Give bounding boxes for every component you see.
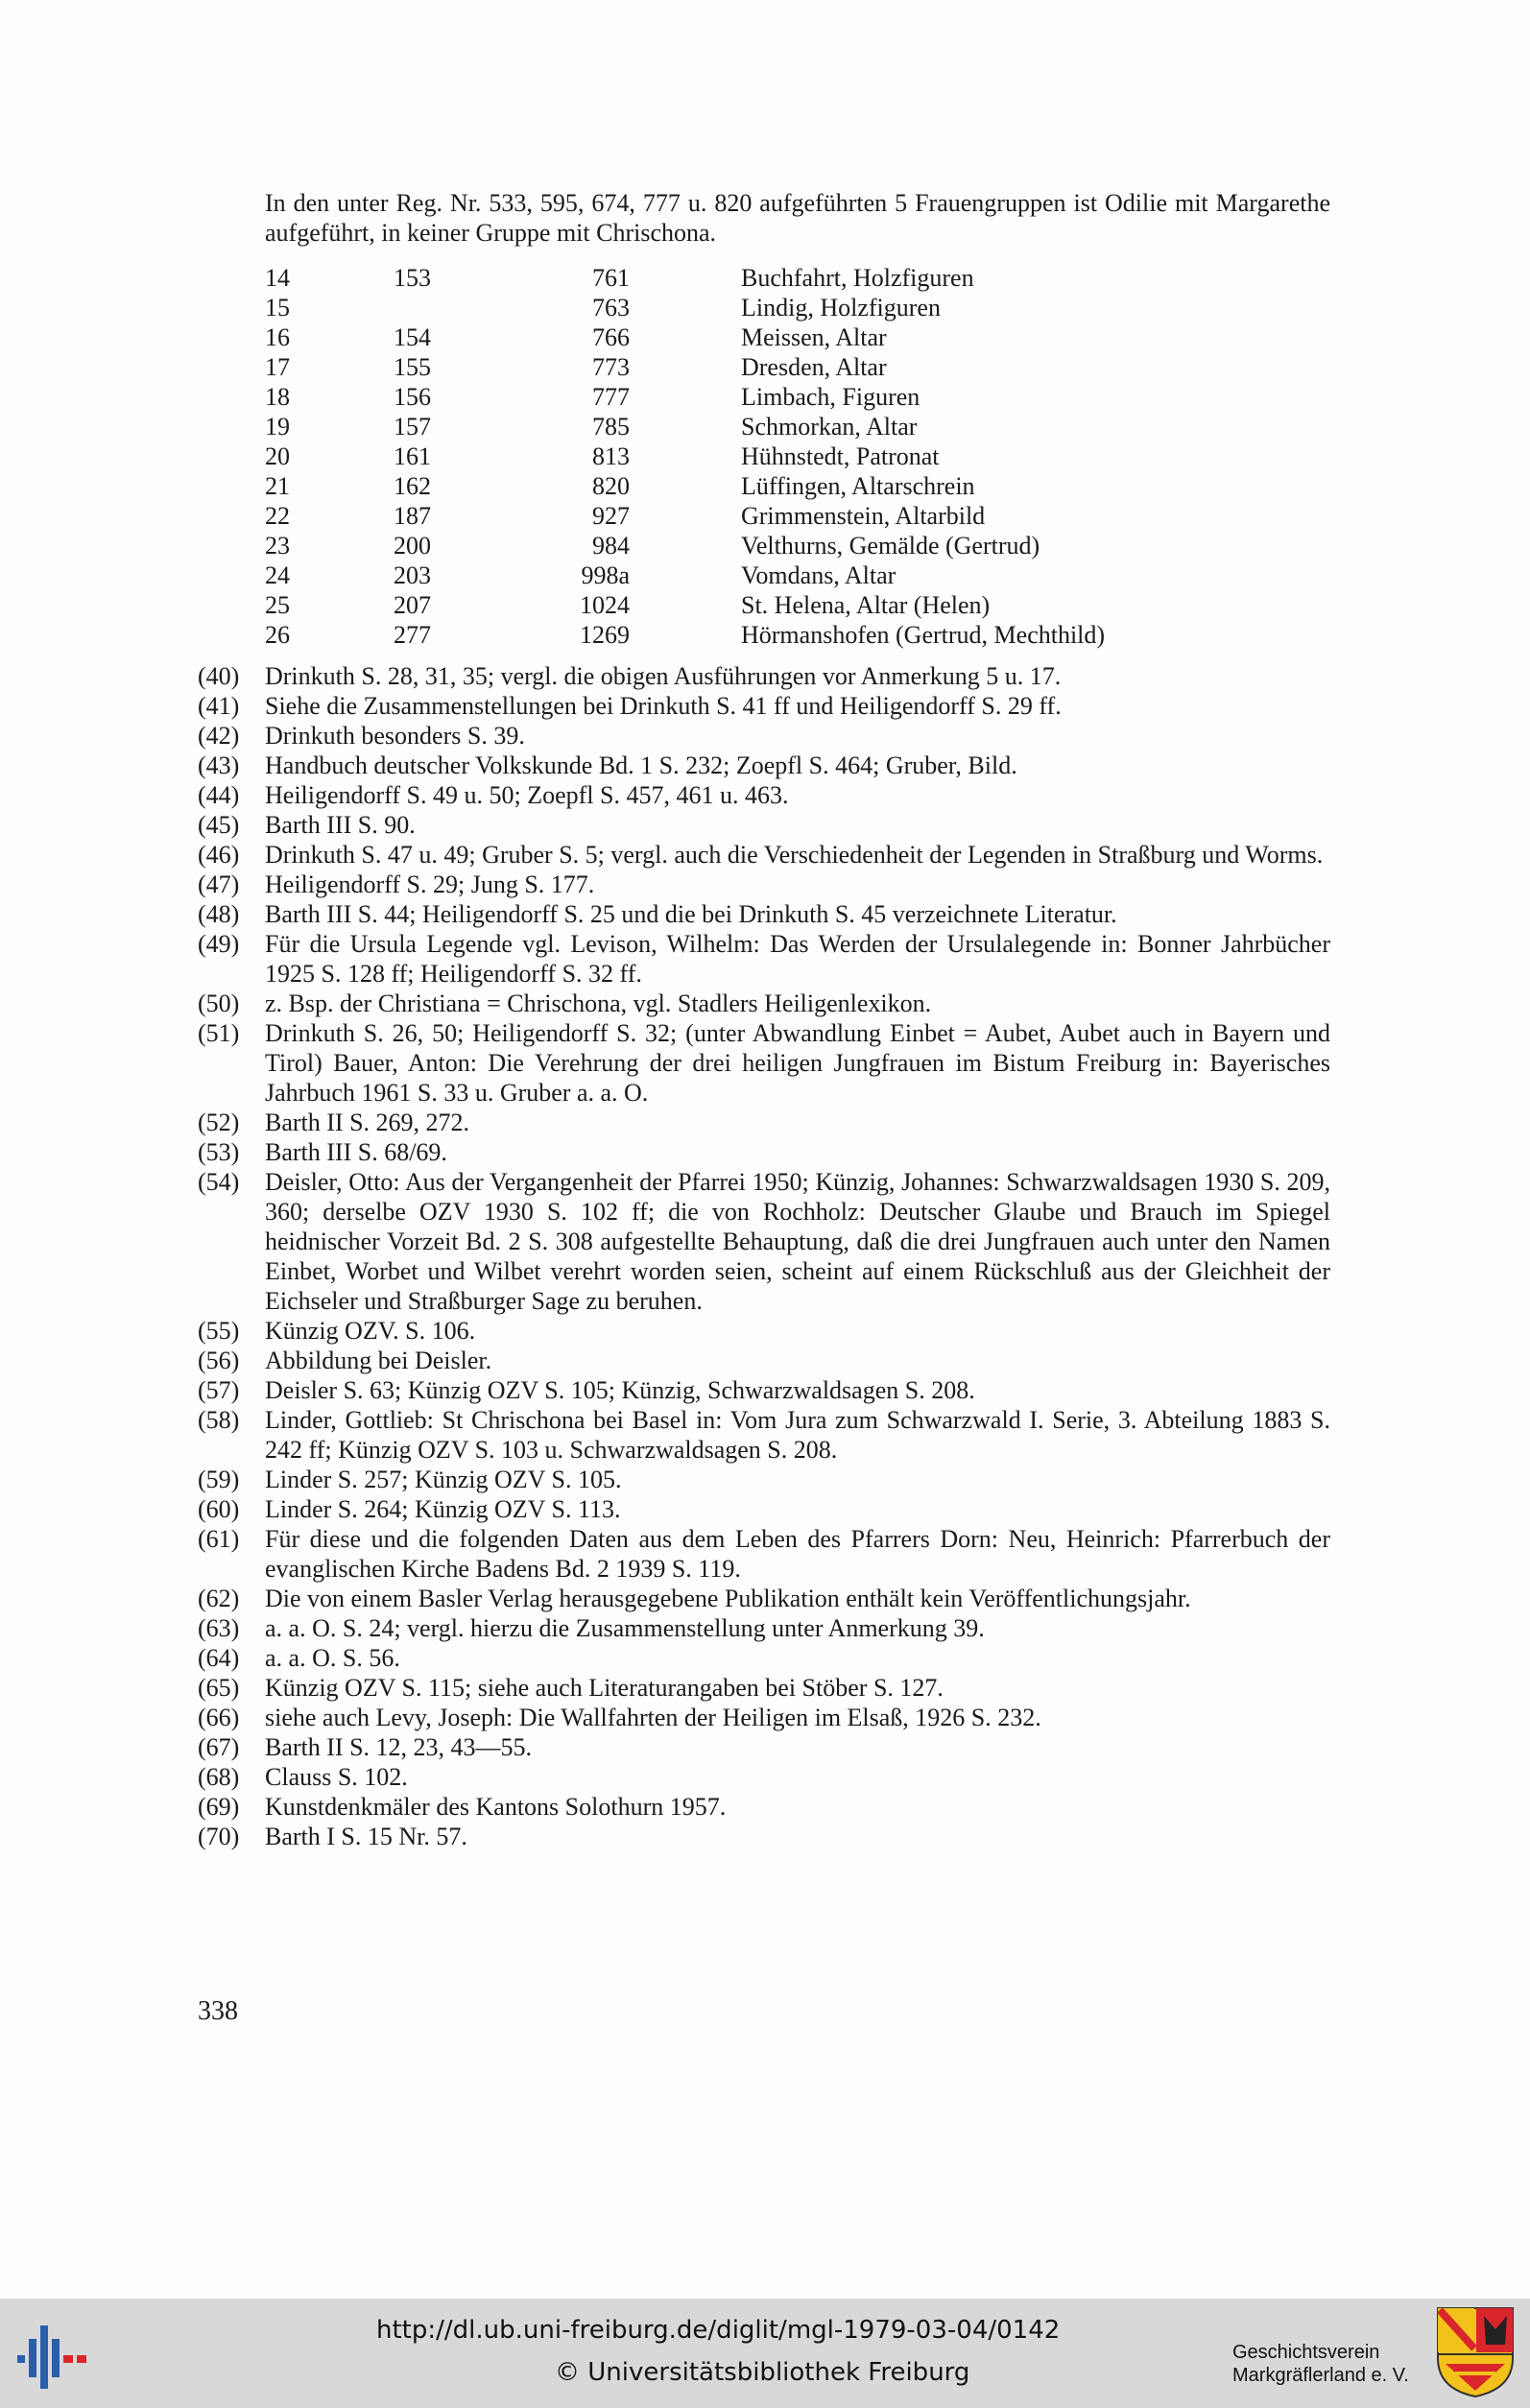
- footnote: [198, 1018, 1330, 1108]
- footnote-number: (48): [198, 900, 240, 928]
- row-index: 26: [265, 621, 290, 649]
- register-number-b: 785: [592, 413, 630, 441]
- footnote: [198, 1643, 1330, 1673]
- footnote: [198, 721, 1330, 751]
- permalink-url[interactable]: http://dl.ub.uni-freiburg.de/diglit/mgl-1979-03-04/0142: [376, 2316, 1061, 2345]
- footnote-text: Linder S. 257; Künzig OZV S. 105.: [265, 1466, 622, 1493]
- footnote-text: Drinkuth S. 28, 31, 35; vergl. die obigen Ausführungen vor Anmerkung 5 u. 17.: [265, 662, 1062, 690]
- footnote-number: (43): [198, 751, 240, 779]
- footnote-number: (61): [198, 1525, 240, 1553]
- footnote: [198, 1108, 1330, 1137]
- footnote: [198, 929, 1330, 989]
- row-index: 24: [265, 561, 290, 589]
- row-index: 17: [265, 353, 290, 381]
- table-row: [265, 441, 1225, 471]
- footnote-text: z. Bsp. der Christiana = Chrischona, vgl. Stadlers Heiligenlexikon.: [265, 989, 932, 1017]
- table-row: [265, 501, 1225, 531]
- register-number-a: 207: [394, 591, 431, 619]
- footnote: [198, 751, 1330, 780]
- register-number-a: 277: [394, 621, 431, 649]
- footnote-number: (70): [198, 1823, 240, 1850]
- page-number: 338: [198, 1996, 238, 2026]
- footnote-text: Drinkuth S. 26, 50; Heiligendorff S. 32; (unter Abwandlung Einbet = Aubet, Aubet auch in Bayern und Tirol) Bauer, Anton: Die Verehrung der drei heiligen Jungfrauen im Bistum Freiburg in: Bayerisches Jahrbuch 1961 S. 33 u. Gruber a. a. O.: [265, 1019, 1330, 1107]
- footnote: [198, 810, 1330, 840]
- register-number-a: 203: [394, 561, 431, 589]
- table-row: [265, 352, 1225, 382]
- footnote-text: Barth III S. 90.: [265, 811, 416, 839]
- register-number-b: 927: [592, 502, 630, 530]
- footnote-number: (47): [198, 870, 240, 898]
- row-description: Vomdans, Altar: [741, 561, 896, 589]
- footnote-number: (45): [198, 811, 240, 839]
- footnote-number: (57): [198, 1376, 240, 1404]
- row-description: Hühnstedt, Patronat: [741, 442, 940, 470]
- row-description: Velthurns, Gemälde (Gertrud): [741, 532, 1040, 560]
- row-index: 16: [265, 323, 290, 351]
- ub-freiburg-logo-icon[interactable]: [17, 2324, 96, 2389]
- footnote-number: (53): [198, 1138, 240, 1166]
- footnote-text: a. a. O. S. 56.: [265, 1644, 400, 1672]
- footnote-text: Barth II S. 269, 272.: [265, 1109, 470, 1136]
- footnote-text: Handbuch deutscher Volkskunde Bd. 1 S. 232; Zoepfl S. 464; Gruber, Bild.: [265, 751, 1017, 779]
- footnote-text: Heiligendorff S. 49 u. 50; Zoepfl S. 457, 461 u. 463.: [265, 781, 789, 809]
- table-row: [265, 263, 1225, 293]
- footnote-number: (50): [198, 989, 240, 1017]
- register-number-a: 161: [394, 442, 431, 470]
- table-row: [265, 382, 1225, 412]
- footnote-text: a. a. O. S. 24; vergl. hierzu die Zusammenstellung unter Anmerkung 39.: [265, 1614, 985, 1642]
- register-number-a: 157: [394, 413, 431, 441]
- footnote: [198, 840, 1330, 870]
- footnote-text: Künzig OZV S. 115; siehe auch Literaturangaben bei Stöber S. 127.: [265, 1674, 944, 1702]
- footnote-number: (46): [198, 841, 240, 869]
- footnote-number: (68): [198, 1763, 240, 1791]
- register-number-b: 761: [592, 264, 630, 292]
- footnote-number: (56): [198, 1347, 240, 1374]
- footnote-number: (60): [198, 1495, 240, 1523]
- footnote: [198, 1732, 1330, 1762]
- footnote: [198, 1762, 1330, 1792]
- row-description: Limbach, Figuren: [741, 383, 920, 411]
- register-number-b: 820: [592, 472, 630, 500]
- footnote-text: Heiligendorff S. 29; Jung S. 177.: [265, 870, 595, 898]
- footnote-number: (44): [198, 781, 240, 809]
- footnote-text: Abbildung bei Deisler.: [265, 1347, 492, 1374]
- footnote: [198, 1346, 1330, 1375]
- footnote-text: Drinkuth S. 47 u. 49; Gruber S. 5; vergl. auch die Verschiedenheit der Legenden in Straßburg und Worms.: [265, 841, 1324, 869]
- table-row: [265, 560, 1225, 590]
- footnote-text: Für diese und die folgenden Daten aus dem Leben des Pfarrers Dorn: Neu, Heinrich: Pfarrerbuch der evanglischen Kirche Badens Bd. 2 1939 S. 119.: [265, 1525, 1330, 1583]
- row-description: Schmorkan, Altar: [741, 413, 918, 441]
- footnote-number: (40): [198, 662, 240, 690]
- table-row: [265, 412, 1225, 441]
- copyright-text: © Universitätsbibliothek Freiburg: [555, 2358, 970, 2387]
- row-description: Meissen, Altar: [741, 323, 887, 351]
- footnote: [198, 989, 1330, 1018]
- footnote: [198, 1703, 1330, 1732]
- row-description: Lüffingen, Altarschrein: [741, 472, 975, 500]
- row-description: Lindig, Holzfiguren: [741, 294, 941, 322]
- footnote: [198, 870, 1330, 899]
- footnote: [198, 1613, 1330, 1643]
- footnote-number: (42): [198, 722, 240, 750]
- footnote-text: Barth II S. 12, 23, 43—55.: [265, 1733, 533, 1761]
- footnote-number: (52): [198, 1109, 240, 1136]
- footnote-text: Clauss S. 102.: [265, 1763, 408, 1791]
- row-index: 20: [265, 442, 290, 470]
- register-number-b: 1024: [580, 591, 630, 619]
- viewer-footer: [0, 2299, 1530, 2408]
- footnote: [198, 1375, 1330, 1405]
- row-description: Buchfahrt, Holzfiguren: [741, 264, 974, 292]
- row-index: 23: [265, 532, 290, 560]
- footnote-text: Linder, Gottlieb: St Chrischona bei Basel in: Vom Jura zum Schwarzwald I. Serie, 3. Abteilung 1883 S. 242 ff; Künzig OZV S. 103 u. Schwarzwaldsagen S. 208.: [265, 1406, 1330, 1464]
- footnote-text: Die von einem Basler Verlag herausgegebene Publikation enthält kein Veröffentlichungsjahr.: [265, 1585, 1191, 1612]
- row-index: 18: [265, 383, 290, 411]
- footnote-text: Kunstdenkmäler des Kantons Solothurn 1957.: [265, 1793, 727, 1821]
- row-description: St. Helena, Altar (Helen): [741, 591, 991, 619]
- row-index: 22: [265, 502, 290, 530]
- footnote-number: (67): [198, 1733, 240, 1761]
- register-number-a: 156: [394, 383, 431, 411]
- footnote: [198, 780, 1330, 810]
- register-number-b: 773: [592, 353, 630, 381]
- footnote-number: (63): [198, 1614, 240, 1642]
- register-table: [265, 263, 1225, 650]
- footnote: [198, 1137, 1330, 1167]
- register-number-b: 766: [592, 323, 630, 351]
- footnote: [198, 1524, 1330, 1584]
- footnote: [198, 691, 1330, 721]
- register-number-b: 984: [592, 532, 630, 560]
- footnote: [198, 1494, 1330, 1524]
- register-number-a: 187: [394, 502, 431, 530]
- markgraeflerland-crest-icon[interactable]: [1436, 2306, 1515, 2398]
- footnote: [198, 899, 1330, 929]
- society-name-line1: Geschichtsverein: [1232, 2342, 1380, 2363]
- register-number-a: 155: [394, 353, 431, 381]
- register-number-b: 777: [592, 383, 630, 411]
- table-row: [265, 590, 1225, 620]
- footnote-text: Für die Ursula Legende vgl. Levison, Wilhelm: Das Werden der Ursulalegende in: Bonner Jahrbücher 1925 S. 128 ff; Heiligendorff S. 32 ff.: [265, 930, 1330, 988]
- society-name-line2: Markgräflerland e. V.: [1232, 2365, 1409, 2386]
- register-number-b: 1269: [580, 621, 630, 649]
- footnotes-list: [198, 661, 1330, 1851]
- table-row: [265, 620, 1225, 650]
- table-row: [265, 531, 1225, 560]
- footnote-number: (54): [198, 1168, 240, 1196]
- register-number-b: 763: [592, 294, 630, 322]
- row-description: Grimmenstein, Altarbild: [741, 502, 986, 530]
- table-row: [265, 293, 1225, 322]
- footnote-number: (51): [198, 1019, 240, 1047]
- footnote-text: Barth III S. 44; Heiligendorff S. 25 und die bei Drinkuth S. 45 verzeichnete Literatur.: [265, 900, 1117, 928]
- row-description: Hörmanshofen (Gertrud, Mechthild): [741, 621, 1106, 649]
- table-row: [265, 471, 1225, 501]
- footnote: [198, 1167, 1330, 1316]
- footnote-text: siehe auch Levy, Joseph: Die Wallfahrten der Heiligen im Elsaß, 1926 S. 232.: [265, 1704, 1041, 1731]
- footnote-text: Deisler S. 63; Künzig OZV S. 105; Künzig, Schwarzwaldsagen S. 208.: [265, 1376, 975, 1404]
- footnote: [198, 1673, 1330, 1703]
- footnote: [198, 1584, 1330, 1613]
- footnote: [198, 661, 1330, 691]
- society-name: [1232, 2341, 1409, 2387]
- footnote-number: (49): [198, 930, 240, 958]
- register-number-b: 813: [592, 442, 630, 470]
- footnote-text: Barth I S. 15 Nr. 57.: [265, 1823, 467, 1850]
- footnote-number: (59): [198, 1466, 240, 1493]
- footnote-text: Linder S. 264; Künzig OZV S. 113.: [265, 1495, 621, 1523]
- footnote-text: Siehe die Zusammenstellungen bei Drinkuth S. 41 ff und Heiligendorff S. 29 ff.: [265, 692, 1062, 720]
- footnote: [198, 1316, 1330, 1346]
- footnote: [198, 1822, 1330, 1851]
- footnote: [198, 1792, 1330, 1822]
- row-index: 15: [265, 294, 290, 322]
- table-row: [265, 322, 1225, 352]
- footnote-number: (62): [198, 1585, 240, 1612]
- row-index: 19: [265, 413, 290, 441]
- row-index: 25: [265, 591, 290, 619]
- row-index: 21: [265, 472, 290, 500]
- register-number-b: 998a: [581, 561, 630, 589]
- footnote: [198, 1405, 1330, 1465]
- footnote-text: Drinkuth besonders S. 39.: [265, 722, 525, 750]
- register-number-a: 153: [394, 264, 431, 292]
- intro-paragraph: In den unter Reg. Nr. 533, 595, 674, 777 u. 820 aufgeführten 5 Frauengruppen ist Odilie mit Margarethe aufgeführt, in keiner Gruppe mit Chrischona.: [265, 189, 1330, 247]
- footnote-text: Deisler, Otto: Aus der Vergangenheit der Pfarrei 1950; Künzig, Johannes: Schwarzwaldsagen 1930 S. 209, 360; derselbe OZV 1930 S. 102 ff; die von Rochholz: Deutscher Glaube und Brauch im Spiegel heidnischer Vorzeit Bd. 2 S. 308 aufgestellte Behauptung, daß die drei Jungfrauen auch unter den Namen Einbet, Worbet und Wilbet verehrt worden seien, scheint auf einem Rückschluß aus der Gleichheit der Eichseler und Straßburger Sage zu beruhen.: [265, 1168, 1330, 1315]
- register-number-a: 154: [394, 323, 431, 351]
- footnote-text: Barth III S. 68/69.: [265, 1138, 447, 1166]
- register-number-a: 162: [394, 472, 431, 500]
- footnote-number: (65): [198, 1674, 240, 1702]
- footnote-number: (58): [198, 1406, 240, 1434]
- footnote-number: (41): [198, 692, 240, 720]
- row-description: Dresden, Altar: [741, 353, 887, 381]
- footnote-number: (55): [198, 1317, 240, 1345]
- footnote-number: (69): [198, 1793, 240, 1821]
- register-number-a: 200: [394, 532, 431, 560]
- footnote-number: (64): [198, 1644, 240, 1672]
- row-index: 14: [265, 264, 290, 292]
- footnote-number: (66): [198, 1704, 240, 1731]
- footnote: [198, 1465, 1330, 1494]
- footnote-text: Künzig OZV. S. 106.: [265, 1317, 476, 1345]
